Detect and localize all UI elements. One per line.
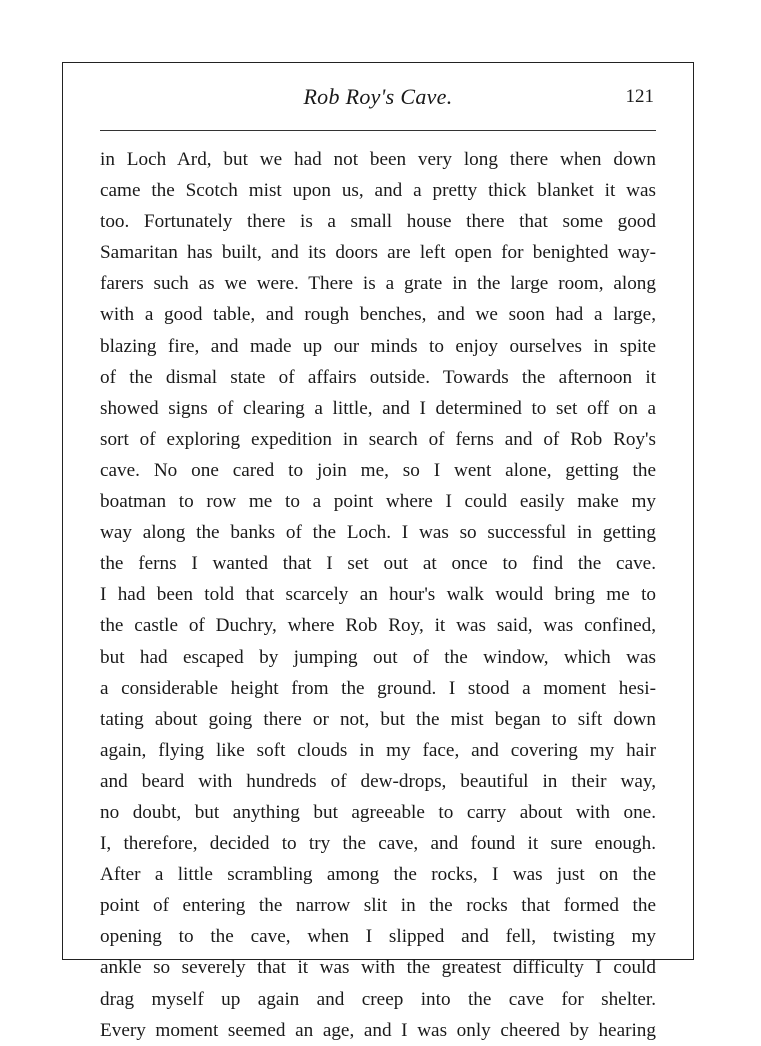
header-rule [100,130,656,131]
text-line: Every moment seemed an age, and I was only cheered by hearing [100,1019,656,1041]
text-line: in Loch Ard, but we had not been very long there when down [100,149,656,170]
text-line: farers such as we were. There is a grate in the large room, along [100,273,656,295]
text-line: a considerable height from the ground. I stood a moment hesi- [100,677,656,699]
text-line: ankle so severely that it was with the greatest difficulty I could [100,957,656,979]
text-line: After a little scrambling among the rocks, I was just on the [100,864,656,886]
text-line: way along the banks of the Loch. I was so successful in getting [100,522,656,544]
text-line: tating about going there or not, but the mist began to sift down [100,708,656,730]
text-line: point of entering the narrow slit in the rocks that formed the [100,895,656,917]
text-line: no doubt, but anything but agreeable to carry about with one. [100,801,656,823]
text-line: sort of exploring expedition in search of ferns and of Rob Roy's [100,428,656,450]
body-text [100,144,656,1046]
text-line: boatman to row me to a point where I could easily make my [100,491,656,513]
text-line: showed signs of clearing a little, and I determined to set off on a [100,397,656,419]
text-line: Samaritan has built, and its doors are left open for benighted way- [100,242,656,264]
text-line: the castle of Duchry, where Rob Roy, it was said, was confined, [100,615,656,637]
text-line: but had escaped by jumping out of the window, which was [100,646,656,668]
text-line: and beard with hundreds of dew-drops, beautiful in their way, [100,770,656,792]
text-line: I, therefore, decided to try the cave, and found it sure enough. [100,833,656,855]
text-line: opening to the cave, when I slipped and fell, twisting my [100,926,656,948]
text-line: too. Fortunately there is a small house there that some good [100,211,656,233]
page-number: 121 [625,86,654,107]
text-line: cave. No one cared to join me, so I went alone, getting the [100,459,656,481]
running-head [100,84,656,118]
text-line: of the dismal state of affairs outside. Towards the afternoon it [100,366,656,388]
text-line: came the Scotch mist upon us, and a pretty thick blanket it was [100,180,656,202]
text-line: I had been told that scarcely an hour's walk would bring me to [100,584,656,606]
text-line: blazing fire, and made up our minds to enjoy ourselves in spite [100,335,656,357]
running-title: Rob Roy's Cave. [303,84,453,109]
text-line: again, flying like soft clouds in my face, and covering my hair [100,739,656,761]
text-line: drag myself up again and creep into the cave for shelter. [100,988,656,1010]
text-line: with a good table, and rough benches, and we soon had a large, [100,304,656,326]
text-line: the ferns I wanted that I set out at once to find the cave. [100,553,656,575]
